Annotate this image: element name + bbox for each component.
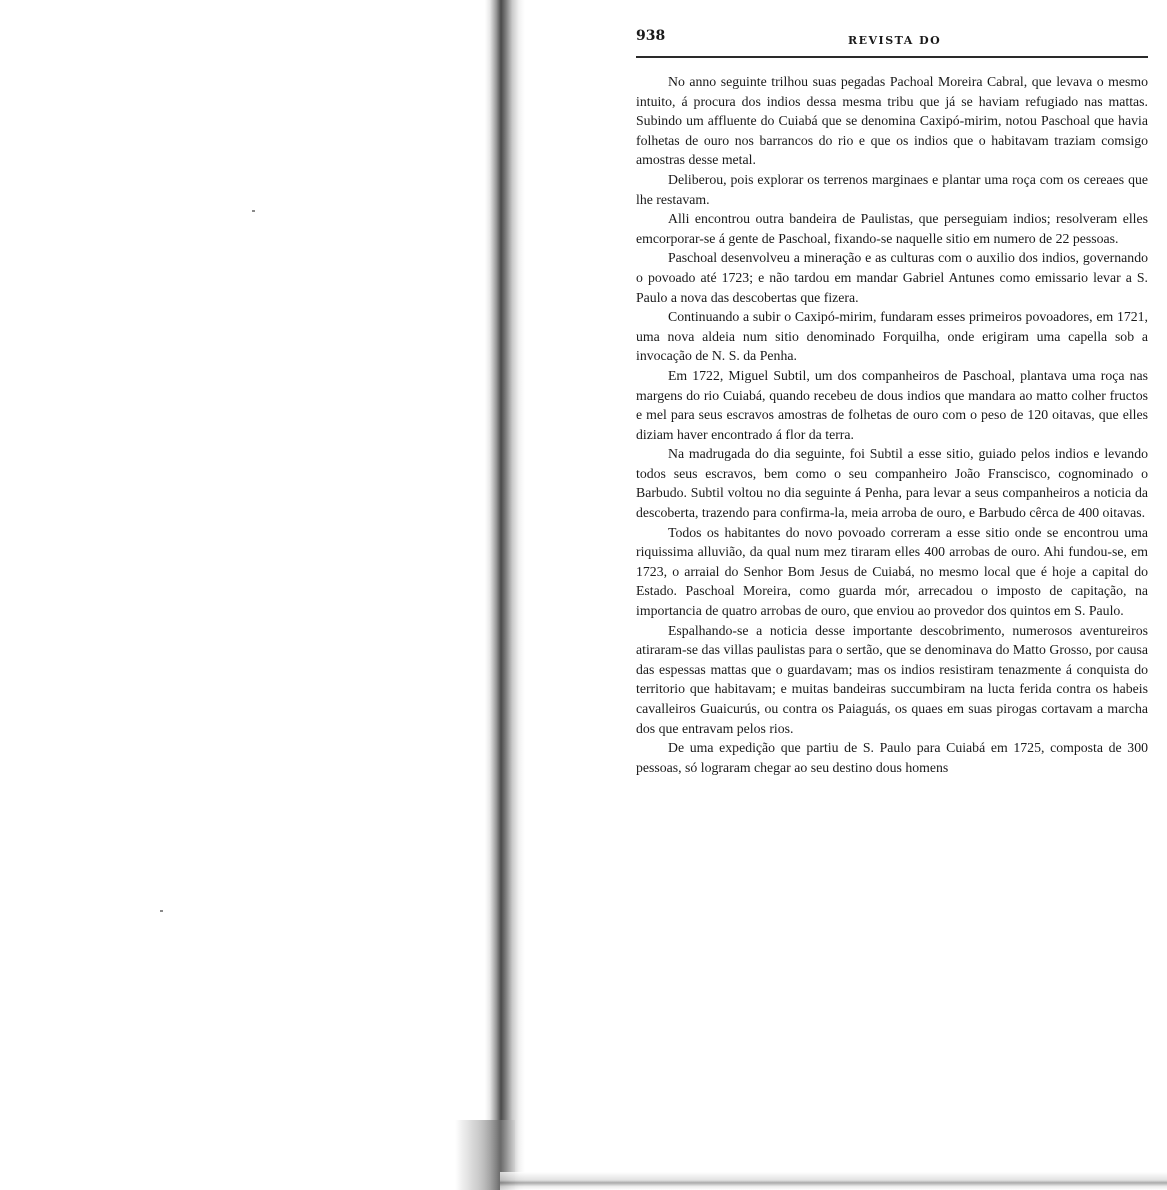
text-page (630, 28, 1148, 777)
paragraph: Em 1722, Miguel Subtil, um dos companheiros de Paschoal, plantava uma roça nas margens do rio Cuiabá, quando recebeu de dous indios que mandara ao matto colher fructos e mel para seus escravos amostras de folhetas de ouro com o peso de 120 oitavas, que elles diziam haver encontrado á flor da terra. (636, 367, 1148, 442)
book-gutter-shadow (485, 0, 525, 1190)
paragraph: No anno seguinte trilhou suas pegadas Pachoal Moreira Cabral, que levava o mesmo intuito, á procura dos indios dessa mesma tribu que já se haviam refugiado nas mattas. Subindo um affluente do Cuiabá que se denomina Caxipó-mirim, notou Paschoal que havia folhetas de ouro nos barrancos do rio e que os indios que o habitavam traziam comsigo amostras desse metal. (636, 74, 1148, 168)
paragraph: De uma expedição que partiu de S. Paulo para Cuiabá em 1725, composta de 300 pessoas, só lograram chegar ao seu destino dous homens (636, 740, 1148, 775)
paragraph: Espalhando-se a noticia desse importante descobrimento, numerosos aventureiros atiraram-se das villas paulistas para o sertão, que se denominava do Matto Grosso, por causa das espessas mattas que o guardavam; mas os indios resistiram tenazmente á conquista do territorio que habitavam; e muitas bandeiras succumbiram na lucta ferida contra os habeis cavalleiros Guaicurús, ou contra os Paiaguás, os quaes em suas pirogas cortavam a marcha dos que entravam pelos rios. (636, 622, 1148, 736)
paragraph: Na madrugada do dia seguinte, foi Subtil a esse sitio, guiado pelos indios e levando todos seus escravos, bem como o seu companheiro João Franscisco, cognominado o Barbudo. Subtil voltou no dia seguinte á Penha, para levar a seus companheiros a noticia da descoberta, trazendo para confirma-la, meia arroba de ouro, e Barbudo cêrca de 400 oitavas. (636, 446, 1148, 521)
paragraph: Continuando a subir o Caxipó-mirim, fundaram esses primeiros povoadores, em 1721, uma nova aldeia num sitio denominado Forquilha, onde erigiram uma capella sob a invocação de N. S. da Penha. (636, 309, 1148, 364)
page-speck (252, 210, 255, 212)
header-rule (636, 56, 1148, 58)
running-head (630, 28, 1148, 50)
paragraph: Deliberou, pois explorar os terrenos marginaes e plantar uma roça com os cereaes que lhe restavam. (636, 171, 1148, 207)
body-text (636, 72, 1148, 777)
paragraph: Todos os habitantes do novo povoado correram a esse sitio onde se encontrou uma riquissima alluvião, da qual num mez tiraram elles 400 arrobas de ouro. Ahi fundou-se, em 1723, o arraial do Senhor Bom Jesus de Cuiabá, no mesmo local que é hoje a capital do Estado. Paschoal Moreira, como guarda mór, arrecadou o imposto de capitação, na importancia de quatro arrobas de ouro, que enviou ao provedor dos quintos em S. Paulo. (636, 524, 1148, 619)
page-number: 938 (636, 28, 666, 44)
paragraph: Alli encontrou outra bandeira de Paulistas, que perseguiam indios; resolveram elles emcorporar-se á gente de Paschoal, fixando-se naquelle sitio em numero de 22 pessoas. (636, 211, 1148, 246)
paragraph: Paschoal desenvolveu a mineração e as culturas com o auxilio dos indios, governando o povoado até 1723; e não tardou em mandar Gabriel Antunes como emissario levar a S. Paulo a nova das descobertas que fizera. (636, 250, 1148, 305)
running-title: REVISTA DO (848, 34, 942, 47)
left-blank-page (0, 0, 495, 1190)
page-bottom-edge (500, 1172, 1167, 1190)
page-speck (160, 910, 163, 912)
